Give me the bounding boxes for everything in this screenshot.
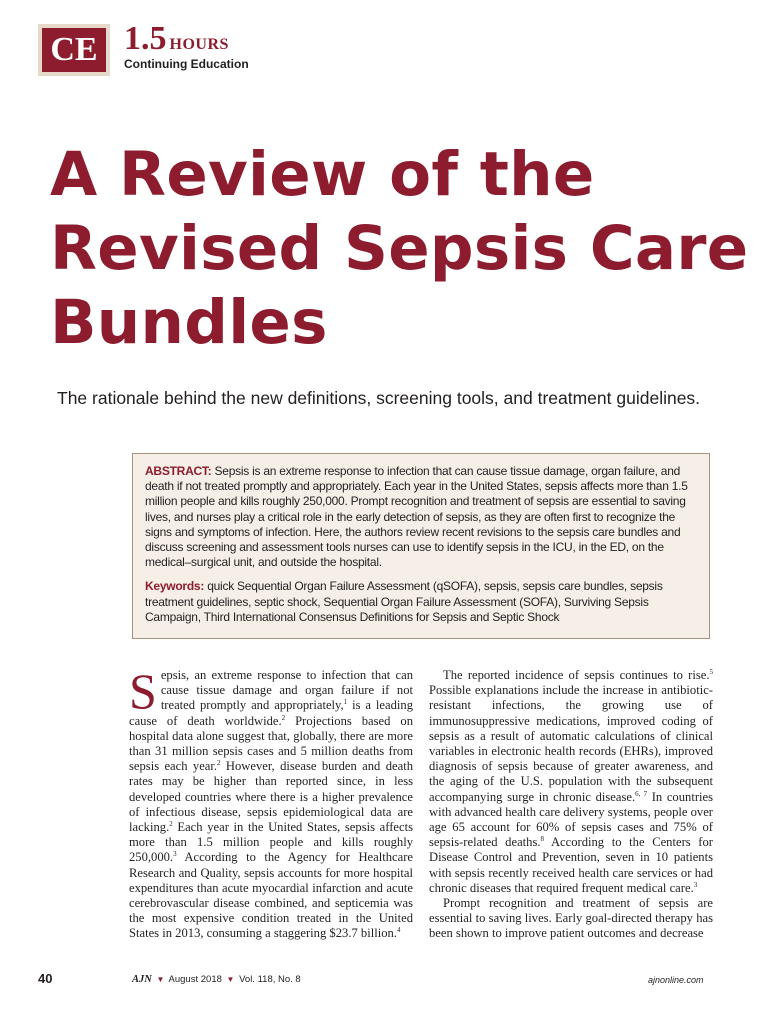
abstract-box (132, 453, 710, 639)
keywords-label: Keywords: (145, 579, 205, 594)
ce-subtitle: Continuing Education (124, 57, 249, 71)
text-segment: Possible explanations include the increase in antibiotic-resistant infections, the growing use of immunosuppressive medications, improved coding of sepsis as a result of automatic calculations of clinical variables in electronic health records (EHRs), improved diagnosis of sepsis because of greater awareness, and the aging of the U.S. population with the subsequent accompanying surge in chronic disease. (429, 683, 713, 804)
reference-number[interactable]: 3 (693, 880, 698, 889)
issue-date: August 2018 (168, 974, 222, 985)
footer-citation (132, 974, 301, 985)
body-column-left (129, 663, 413, 942)
text-segment: Each year in the United States, sepsis affects more than 1.5 million people and kills roughly 250,000. (129, 820, 413, 865)
reference-number[interactable]: 1 (343, 698, 348, 707)
text-segment: According to the Agency for Healthcare Research and Quality, sepsis accounts for more hospital expenditures than acute myocardial infarction and acute cerebrovascular disease combined, and septicemia was the most expensive condition treated in the United States in 2013, consuming a staggering $23.7 billion. (129, 850, 413, 941)
volume-info: Vol. 118, No. 8 (239, 974, 301, 985)
page-number: 40 (38, 971, 53, 986)
text-segment: According to the Centers for Disease Control and Prevention, seven in 10 patients with sepsis recently received health care services or had chronic diseases that required frequent medical care. (429, 835, 713, 895)
reference-number[interactable]: 2 (281, 713, 286, 722)
website-url[interactable]: ajnonline.com (648, 975, 704, 985)
text-segment: Projections based on hospital data alone suggest that, globally, there are more than 31 million sepsis cases and 5 million deaths from sepsis each year. (129, 713, 413, 774)
abstract-paragraph (145, 464, 697, 570)
triangle-separator-icon: ▼ (156, 975, 165, 984)
reference-number[interactable]: 5 (709, 667, 713, 676)
abstract-text: Sepsis is an extreme response to infection that can cause tissue damage, organ failure, and death if not treated promptly and appropriately. Each year in the United States, sepsis affects more than 1.5 million people and kills roughly 250,000. Prompt recognition and treatment of sepsis are essential to saving lives, and nurses play a critical role in the early detection of sepsis, as they are often first to recognize the signs and symptoms of infection. Here, the authors review recent revisions to the sepsis care bundles and discuss screening and assessment tools nurses can use to identify sepsis in the ICU, in the ED, on the medical–surgical unit, and outside the hospital. (145, 464, 688, 570)
text-segment: epsis, an extreme response to infection that can cause tissue damage and organ failure if not treated promptly and appropriately, (160, 668, 413, 713)
ce-badge-text: CE (42, 28, 106, 72)
article-title: A Review of the Revised Sepsis Care Bundles (50, 139, 749, 358)
ce-hours-block (124, 22, 249, 71)
abstract-label: ABSTRACT: (145, 464, 212, 478)
ce-badge (38, 24, 110, 76)
reference-number[interactable]: 2 (169, 819, 173, 828)
reference-number[interactable]: 6, 7 (635, 789, 648, 798)
text-segment: The reported incidence of sepsis continues to rise. (443, 668, 710, 682)
body-paragraph (429, 668, 713, 896)
keywords-text: quick Sequential Organ Failure Assessment (qSOFA), sepsis, sepsis care bundles, sepsis treatment guidelines, septic shock, Sequential Organ Failure Assessment (SOFA), Surviving Sepsis Campaign, Third International Consensus Definitions for Sepsis and Septic Shock (145, 579, 663, 624)
reference-number[interactable]: 4 (396, 926, 401, 935)
ce-hours-word: HOURS (169, 36, 229, 53)
reference-number[interactable]: 2 (217, 759, 221, 768)
reference-number[interactable]: 8 (540, 835, 544, 844)
body-column-right (429, 668, 713, 942)
article-subtitle: The rationale behind the new definitions, screening tools, and treatment guidelines. (57, 388, 701, 408)
text-segment: However, disease burden and death rates may be higher than reported since, in less developed countries where there is a higher prevalence of infectious disease, sepsis epidemiological data are lacking. (129, 759, 413, 835)
reference-number[interactable]: 3 (173, 850, 177, 859)
intro-paragraph (129, 663, 413, 942)
body-paragraph: Prompt recognition and treatment of sepsis are essential to saving lives. Early goal-directed therapy has been shown to improve patient outcomes and decrease (429, 896, 713, 941)
triangle-separator-icon: ▼ (226, 975, 235, 984)
text-segment: In countries with advanced health care delivery systems, people over age 65 account for 60% of sepsis cases and 75% of sepsis-related deaths. (429, 789, 713, 850)
keywords-paragraph (145, 579, 697, 625)
ce-hours-number: 1.5 (124, 20, 167, 57)
journal-name: AJN (132, 974, 152, 985)
text-segment: is a leading cause of death worldwide. (129, 698, 413, 728)
drop-cap: S (129, 663, 157, 719)
